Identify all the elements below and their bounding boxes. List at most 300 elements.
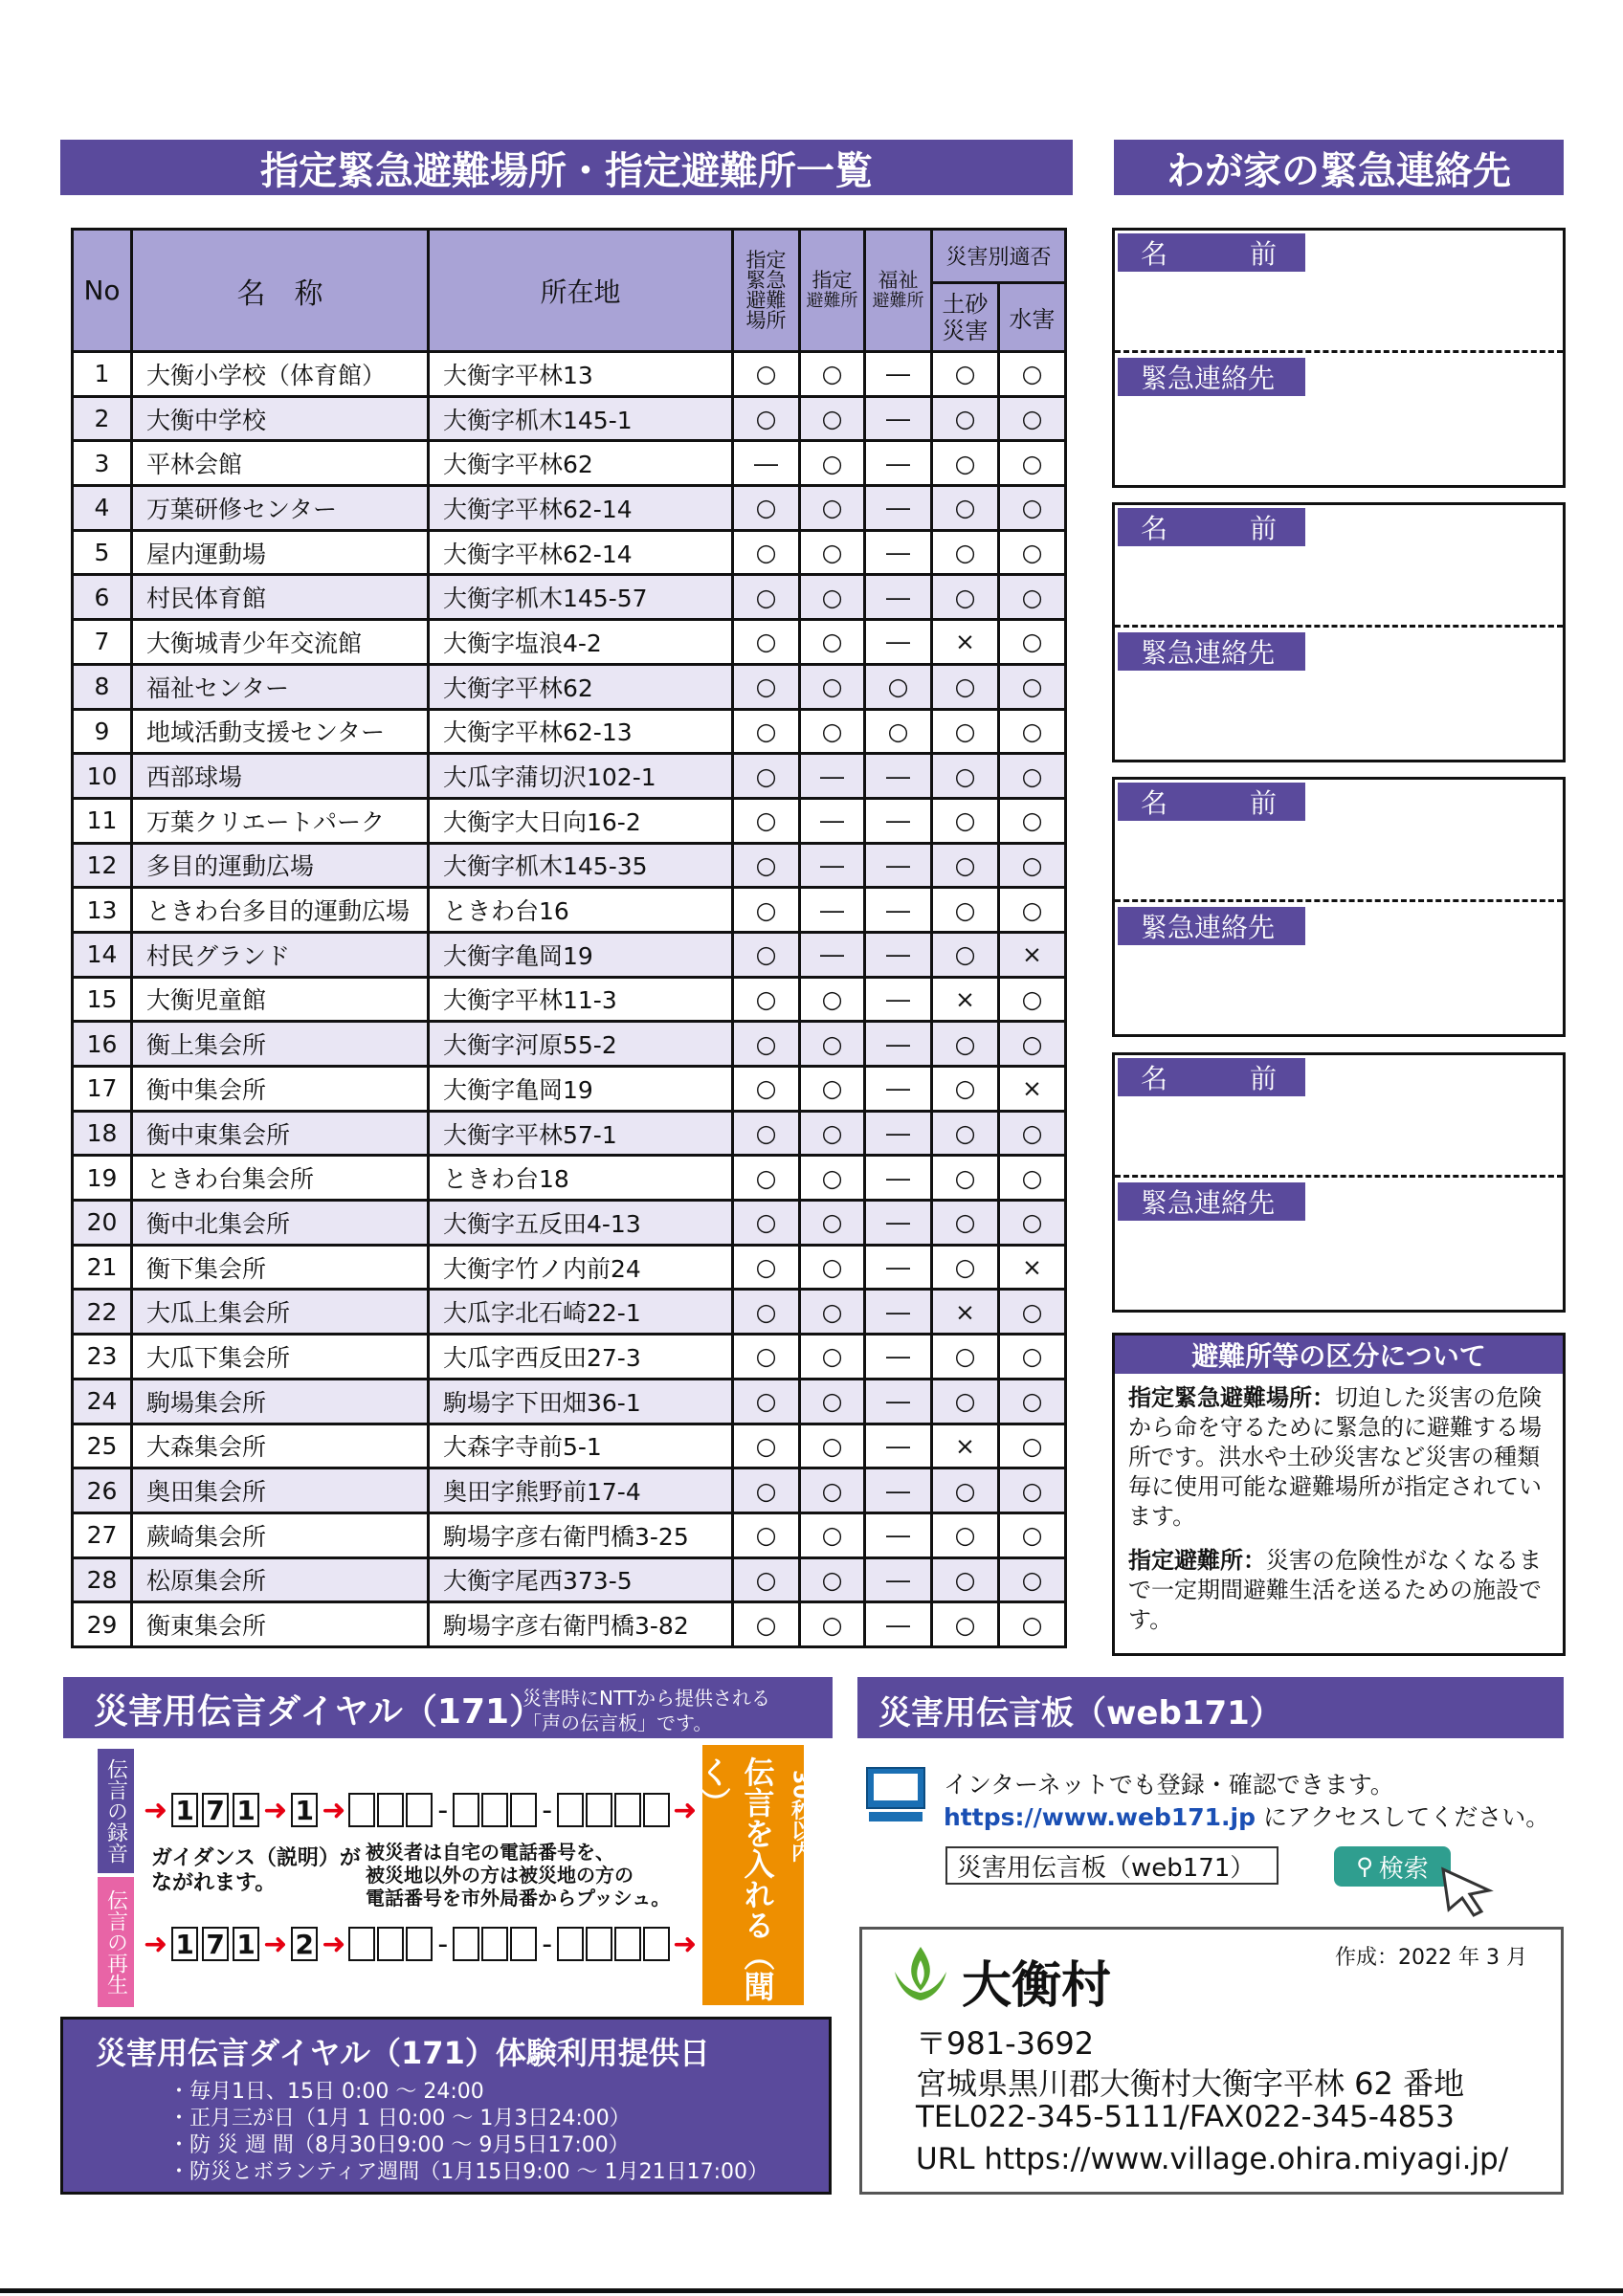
cell-em: ― [733,441,800,486]
contact-divider [1115,625,1563,628]
dial-digit: 1 [171,1927,198,1961]
cell-flood: ○ [999,1022,1066,1067]
village-postal: 〒981-3692 [916,2025,1095,2062]
cell-flood: × [999,1245,1066,1290]
cell-no: 9 [73,709,132,754]
trial-title: 災害用伝言ダイヤル（171）体験利用提供日 [96,2035,710,2071]
contact-divider [1115,1175,1563,1178]
cell-wel: ― [865,441,932,486]
table-row [73,798,1066,843]
arrow-icon: ➜ [673,1927,698,1961]
play-key: 2 [291,1927,318,1961]
cell-land: ○ [932,1201,999,1246]
cell-flood: × [999,1067,1066,1112]
creation-date: 作成：2022 年 3 月 [1335,1946,1527,1970]
main-title: 指定緊急避難場所・指定避難所一覧 [260,148,873,193]
cell-des: ○ [800,1512,865,1557]
cell-des: ○ [800,530,865,575]
cell-em: ○ [733,530,800,575]
cell-des: ○ [800,1022,865,1067]
cell-land: ○ [932,798,999,843]
cell-flood: ○ [999,1111,1066,1156]
dial-digit: 7 [202,1927,229,1961]
cell-name: 大衡城青少年交流館 [132,620,429,665]
cell-flood: ○ [999,664,1066,709]
cell-land: ○ [932,1335,999,1380]
cell-addr: 大衡字亀岡19 [429,1067,733,1112]
cell-wel: ― [865,1602,932,1647]
cell-em: ○ [733,1424,800,1468]
trial-item: ・正月三が日（1月 1 日0:00 ～ 1月3日24:00） [168,2107,631,2130]
cell-des: ○ [800,1201,865,1246]
cell-flood: ○ [999,1557,1066,1602]
cell-wel: ― [865,530,932,575]
play-sequence: ➜ 1 7 1 ➜ 2 ➜ - - ➜ [144,1927,698,1961]
cell-flood: × [999,932,1066,977]
table-row [73,1111,1066,1156]
web-line2: https://www.web171.jp にアクセスしてください。 [944,1803,1550,1831]
instruction-text: 被災者は自宅の電話番号を、 被災地以外の方は被災地の方の 電話番号を市外局番からプッシュ。 [366,1841,671,1910]
arrow-icon: ➜ [263,1927,288,1961]
cell-addr: 大衡字塩浪4-2 [429,620,733,665]
cell-des: ― [800,888,865,933]
cell-name: 大瓜下集会所 [132,1335,429,1380]
cell-addr: 大衡字平林62-14 [429,486,733,531]
contact-box[interactable] [1112,502,1566,762]
cell-des: ― [800,843,865,888]
classification-box [1112,1333,1566,1656]
cell-name: 地域活動支援センター [132,709,429,754]
cell-land: ○ [932,709,999,754]
cell-name: ときわ台多目的運動広場 [132,888,429,933]
cell-addr: 奥田字熊野前17-4 [429,1468,733,1513]
cell-flood: ○ [999,888,1066,933]
cell-no: 5 [73,530,132,575]
cell-no: 27 [73,1512,132,1557]
cell-addr: 大瓜字北石崎22-1 [429,1290,733,1335]
cell-name: 大衡中学校 [132,396,429,441]
header-landslide: 土砂 災害 [932,283,999,352]
cell-des: ― [800,798,865,843]
cell-des: ○ [800,1111,865,1156]
cell-em: ○ [733,843,800,888]
classification-designated: 指定避難所：災害の危険性がなくなるまで一定期間避難生活を送るための施設です。 [1128,1547,1542,1633]
table-row [73,754,1066,799]
record-label: 伝言の録音 [98,1749,134,1873]
village-name: 大衡村 [962,1957,1112,2015]
cell-des: ○ [800,1245,865,1290]
contact-divider [1115,350,1563,353]
cell-no: 28 [73,1557,132,1602]
cell-em: ○ [733,575,800,620]
classification-emergency: 指定緊急避難場所：切迫した災害の危険から命を守るために緊急的に避難する場所です。洪水や土砂災害など災害の種類毎に使用可能な避難場所が指定されています。 [1128,1384,1542,1530]
cell-land: ○ [932,396,999,441]
arrow-icon: ➜ [263,1793,288,1827]
cell-no: 26 [73,1468,132,1513]
web-title: 災害用伝言板（web171） [878,1694,1282,1733]
cell-no: 1 [73,352,132,397]
table-row [73,1424,1066,1468]
cell-land: ○ [932,352,999,397]
cell-addr: 大衡字平林62 [429,441,733,486]
cell-addr: 大衡字五反田4-13 [429,1201,733,1246]
cell-name: 万葉クリエートパーク [132,798,429,843]
cell-land: ○ [932,1557,999,1602]
village-logo [889,1943,952,2004]
cell-em: ○ [733,1245,800,1290]
cell-land: ○ [932,843,999,888]
table-row [73,1022,1066,1067]
cell-name: 衡中北集会所 [132,1201,429,1246]
cell-des: ○ [800,1468,865,1513]
header-designated: 指定 避難所 [800,230,865,352]
cell-no: 7 [73,620,132,665]
cell-land: ○ [932,486,999,531]
cell-addr: 大衡字平林62-13 [429,709,733,754]
cell-flood: ○ [999,441,1066,486]
message-sub: 30秒以内 [788,1770,812,1863]
cell-em: ○ [733,932,800,977]
cell-name: 駒場集会所 [132,1379,429,1424]
contact-divider [1115,899,1563,902]
cell-wel: ― [865,575,932,620]
cell-flood: ○ [999,530,1066,575]
contact-box[interactable] [1112,777,1566,1037]
cell-addr: 大衡字竹ノ内前24 [429,1245,733,1290]
table-row [73,396,1066,441]
trial-item: ・毎月1日、15日 0:00 ～ 24:00 [168,2080,484,2104]
table-row [73,1245,1066,1290]
cell-land: ○ [932,441,999,486]
cell-em: ○ [733,709,800,754]
cell-des: ○ [800,1379,865,1424]
cell-flood: ○ [999,1335,1066,1380]
cell-wel: ― [865,798,932,843]
cell-addr: 大衡字尾西373-5 [429,1557,733,1602]
trial-item: ・防災とボランティア週間（1月15日9:00 ～ 1月21日17:00） [168,2160,769,2184]
cell-land: ○ [932,888,999,933]
cell-wel: ― [865,977,932,1022]
cell-no: 11 [73,798,132,843]
arrow-icon: ➜ [673,1793,698,1827]
cell-no: 29 [73,1602,132,1647]
cell-no: 15 [73,977,132,1022]
cell-addr: 駒場字彦右衛門橋3-25 [429,1512,733,1557]
cell-land: × [932,977,999,1022]
cell-flood: ○ [999,1290,1066,1335]
cell-em: ○ [733,1111,800,1156]
trial-item: ・防 災 週 間（8月30日9:00 ～ 9月5日17:00） [168,2133,630,2157]
cell-addr: 大衡字枛木145-35 [429,843,733,888]
cell-em: ○ [733,888,800,933]
table-row [73,1067,1066,1112]
contact-emergency-label: 緊急連絡先 [1118,358,1305,396]
record-sequence: ➜ 1 7 1 ➜ 1 ➜ - - ➜ [144,1793,698,1827]
cell-name: 村民体育館 [132,575,429,620]
cell-addr: 大衡字大日向16-2 [429,798,733,843]
table-row [73,441,1066,486]
table-row [73,620,1066,665]
cell-wel: ― [865,754,932,799]
header-no: No [73,230,132,352]
cell-wel: ― [865,1335,932,1380]
cell-em: ○ [733,396,800,441]
cell-em: ○ [733,1067,800,1112]
cell-des: ○ [800,1290,865,1335]
table-row [73,1512,1066,1557]
header-name: 名 称 [132,230,429,352]
cell-wel: ― [865,1424,932,1468]
cell-des: ○ [800,352,865,397]
cell-no: 13 [73,888,132,933]
cell-no: 25 [73,1424,132,1468]
cell-no: 8 [73,664,132,709]
classification-title: 避難所等の区分について [1115,1336,1563,1374]
cell-wel: ― [865,1245,932,1290]
cell-wel: ○ [865,709,932,754]
cell-wel: ― [865,486,932,531]
cell-des: ○ [800,620,865,665]
cell-flood: ○ [999,754,1066,799]
guidance-text: ガイダンス（説明）が ながれます。 [151,1846,361,1895]
cell-land: ○ [932,1156,999,1201]
village-url[interactable]: URL https://www.village.ohira.miyagi.jp/ [916,2142,1509,2176]
arrow-icon: ➜ [144,1927,168,1961]
cell-des: ○ [800,1156,865,1201]
table-row [73,843,1066,888]
cell-des: ○ [800,441,865,486]
cell-land: ○ [932,1022,999,1067]
cell-land: ○ [932,575,999,620]
web-url-link[interactable]: https://www.web171.jp [944,1803,1256,1831]
cell-land: ○ [932,1468,999,1513]
header-emergency: 指定 緊急 避難 場所 [733,230,800,352]
cell-wel: ○ [865,664,932,709]
cell-des: ○ [800,1602,865,1647]
cell-land: × [932,1424,999,1468]
dial-digit: 1 [233,1927,259,1961]
cell-addr: ときわ台18 [429,1156,733,1201]
cell-des: ― [800,932,865,977]
cell-addr: 大衡字平林62-14 [429,530,733,575]
cell-wel: ― [865,1290,932,1335]
cell-des: ○ [800,396,865,441]
cell-name: 衡東集会所 [132,1602,429,1647]
cell-addr: 大瓜字西反田27-3 [429,1335,733,1380]
cell-wel: ― [865,888,932,933]
cell-name: 松原集会所 [132,1557,429,1602]
cell-em: ○ [733,1379,800,1424]
cell-em: ○ [733,798,800,843]
contact-box[interactable] [1112,1052,1566,1313]
cell-flood: ○ [999,396,1066,441]
table-row [73,932,1066,977]
cell-flood: ○ [999,1379,1066,1424]
table-row [73,1468,1066,1513]
cell-no: 19 [73,1156,132,1201]
cell-flood: ○ [999,798,1066,843]
cell-des: ○ [800,1557,865,1602]
cell-flood: ○ [999,1424,1066,1468]
contact-emergency-label: 緊急連絡先 [1118,907,1305,945]
message-main: 伝言を入れる（聞く） [695,1756,776,2001]
table-row [73,709,1066,754]
table-row [73,575,1066,620]
arrow-icon: ➜ [322,1927,346,1961]
web-line1: インターネットでも登録・確認できます。 [944,1771,1394,1799]
cell-flood: ○ [999,620,1066,665]
cell-flood: ○ [999,843,1066,888]
cell-wel: ― [865,932,932,977]
dial-title: 災害用伝言ダイヤル（171） [94,1692,545,1732]
cell-addr: 駒場字彦右衛門橋3-82 [429,1602,733,1647]
cell-no: 23 [73,1335,132,1380]
cell-wel: ― [865,1512,932,1557]
cell-flood: ○ [999,1201,1066,1246]
dial-digit: 1 [233,1793,259,1827]
cell-em: ○ [733,664,800,709]
cell-no: 22 [73,1290,132,1335]
cell-flood: ○ [999,1468,1066,1513]
contact-name-label: 名 前 [1118,1058,1305,1096]
cell-no: 17 [73,1067,132,1112]
cell-no: 18 [73,1111,132,1156]
cell-land: ○ [932,1602,999,1647]
cell-em: ○ [733,620,800,665]
cell-em: ○ [733,1468,800,1513]
cell-em: ○ [733,1512,800,1557]
cell-addr: 大衡字平林13 [429,352,733,397]
cell-no: 2 [73,396,132,441]
village-tel: TEL022-345-5111/FAX022-345-4853 [916,2100,1455,2134]
cell-name: 衡下集会所 [132,1245,429,1290]
cell-addr: 大森字寺前5-1 [429,1424,733,1468]
record-key: 1 [291,1793,318,1827]
dial-note-2: 「声の伝言板」です。 [522,1711,713,1734]
cell-em: ○ [733,486,800,531]
cell-flood: ○ [999,352,1066,397]
cell-flood: ○ [999,575,1066,620]
table-row [73,664,1066,709]
contact-title-banner [1114,140,1564,195]
cell-des: ― [800,754,865,799]
cell-des: ○ [800,575,865,620]
header-hazard-group: 災害別適否 [932,230,1066,283]
table-row [73,1557,1066,1602]
cell-addr: 大衡字枛木145-1 [429,396,733,441]
cell-no: 3 [73,441,132,486]
cell-wel: ― [865,843,932,888]
cell-name: 西部球場 [132,754,429,799]
shelter-table [71,228,1067,1648]
cell-no: 24 [73,1379,132,1424]
cell-land: ○ [932,1245,999,1290]
cell-no: 10 [73,754,132,799]
web-title-banner [857,1677,1564,1738]
village-box [859,1927,1564,2195]
table-row [73,888,1066,933]
bottom-rule [0,2288,1623,2293]
cell-wel: ― [865,1067,932,1112]
cell-no: 12 [73,843,132,888]
cell-wel: ― [865,1111,932,1156]
cell-des: ○ [800,1335,865,1380]
cell-name: 大瓜上集会所 [132,1290,429,1335]
cell-em: ○ [733,1022,800,1067]
cell-land: × [932,1290,999,1335]
table-row [73,1201,1066,1246]
cell-name: 大衡小学校（体育館） [132,352,429,397]
table-row [73,352,1066,397]
cell-des: ○ [800,709,865,754]
cell-wel: ― [865,620,932,665]
cell-land: × [932,620,999,665]
cell-em: ○ [733,1156,800,1201]
contact-name-label: 名 前 [1118,783,1305,821]
cell-wel: ― [865,1379,932,1424]
cell-land: ○ [932,664,999,709]
dial-title-banner [63,1677,833,1738]
village-address: 宮城県黒川郡大衡村大衡字平林 62 番地 [916,2065,1465,2102]
cell-des: ○ [800,664,865,709]
cell-flood: ○ [999,1512,1066,1557]
contact-name-label: 名 前 [1118,508,1305,546]
cell-addr: 大衡字平林62 [429,664,733,709]
cell-addr: 大衡字平林11-3 [429,977,733,1022]
header-welfare: 福祉 避難所 [865,230,932,352]
cell-addr: 大衡字枛木145-57 [429,575,733,620]
arrow-icon: ➜ [144,1793,168,1827]
cell-name: 衡中集会所 [132,1067,429,1112]
cell-des: ○ [800,486,865,531]
contact-box[interactable] [1112,228,1566,488]
cell-des: ○ [800,977,865,1022]
cell-flood: ○ [999,1602,1066,1647]
cell-wel: ― [865,396,932,441]
cell-addr: 大衡字平林57-1 [429,1111,733,1156]
cell-name: 福祉センター [132,664,429,709]
contact-emergency-label: 緊急連絡先 [1118,632,1305,671]
dial-digit: 1 [171,1793,198,1827]
cell-name: 衡中東集会所 [132,1111,429,1156]
table-row [73,1379,1066,1424]
table-row [73,530,1066,575]
cell-em: ○ [733,1201,800,1246]
cell-des: ○ [800,1067,865,1112]
message-box [695,1745,812,2005]
search-field[interactable]: 災害用伝言板（web171） [945,1846,1278,1885]
cell-land: ○ [932,932,999,977]
cell-flood: ○ [999,1156,1066,1201]
table-row [73,1290,1066,1335]
cell-addr: 大瓜字蒲切沢102-1 [429,754,733,799]
cell-land: ○ [932,754,999,799]
cell-addr: 駒場字下田畑36-1 [429,1379,733,1424]
cell-flood: ○ [999,709,1066,754]
cell-wel: ― [865,1557,932,1602]
play-label: 伝言の再生 [98,1877,134,2007]
contact-emergency-label: 緊急連絡先 [1118,1182,1305,1221]
cell-land: ○ [932,1067,999,1112]
cell-name: ときわ台集会所 [132,1156,429,1201]
dial-note-1: 災害時にNTTから提供される [522,1687,771,1710]
search-button[interactable]: ⚲ 検索 [1334,1846,1451,1887]
cell-name: 村民グランド [132,932,429,977]
table-row [73,1602,1066,1647]
cell-no: 6 [73,575,132,620]
cell-em: ○ [733,754,800,799]
cell-no: 21 [73,1245,132,1290]
